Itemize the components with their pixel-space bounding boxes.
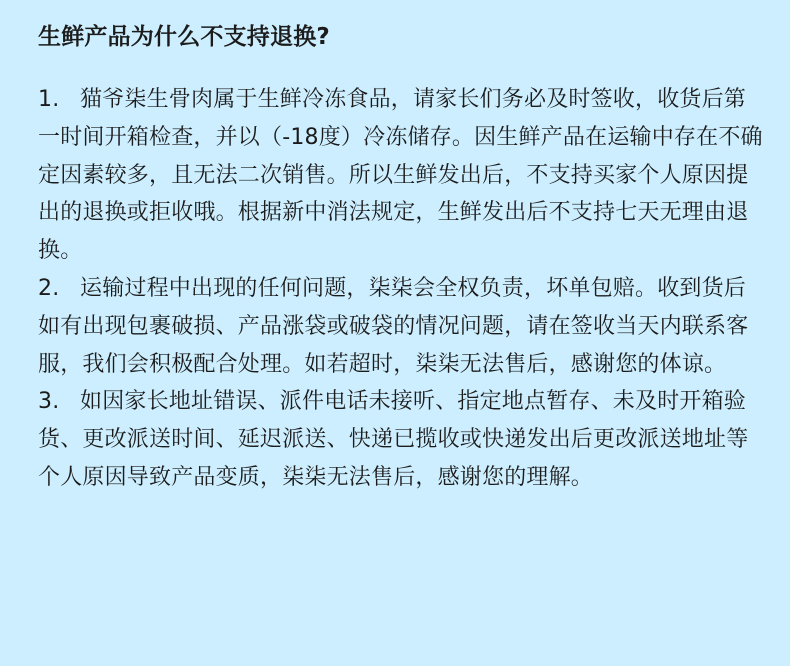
page-title: 生鲜产品为什么不支持退换?	[38, 24, 330, 50]
item-number: 1.	[38, 87, 60, 112]
item-number: 3.	[38, 389, 60, 415]
item-text: 如因家长地址错误、派件电话未接听、指定地点暂存、未及时开箱验货、更改派送时间、延迟派送、快递已揽收或快递发出后更改派送地址等个人原因导致产品变质，柒柒无法售后，感谢您的理解。	[38, 389, 749, 490]
faq-item-1	[38, 81, 768, 270]
faq-item-3	[38, 383, 768, 496]
item-text: 运输过程中出现的任何问题，柒柒会全权负责，坏单包赔。收到货后如有出现包裹破损、产品涨袋或破袋的情况问题，请在签收当天内联系客服，我们会积极配合处理。如若超时，柒柒无法售后，感谢您的体谅。	[38, 275, 749, 377]
item-number: 2.	[38, 275, 60, 301]
item-text: 猫爷柒生骨肉属于生鲜冷冻食品，请家长们务必及时签收，收货后第一时间开箱检查，并以（-18度）冷冻储存。因生鲜产品在运输中存在不确定因素较多，且无法二次销售。所以生鲜发出后，不支持买家个人原因提出的退换或拒收哦。根据新中消法规定，生鲜发出后不支持七天无理由退换。	[38, 87, 763, 264]
faq-list	[38, 81, 768, 497]
faq-item-2	[38, 270, 768, 383]
